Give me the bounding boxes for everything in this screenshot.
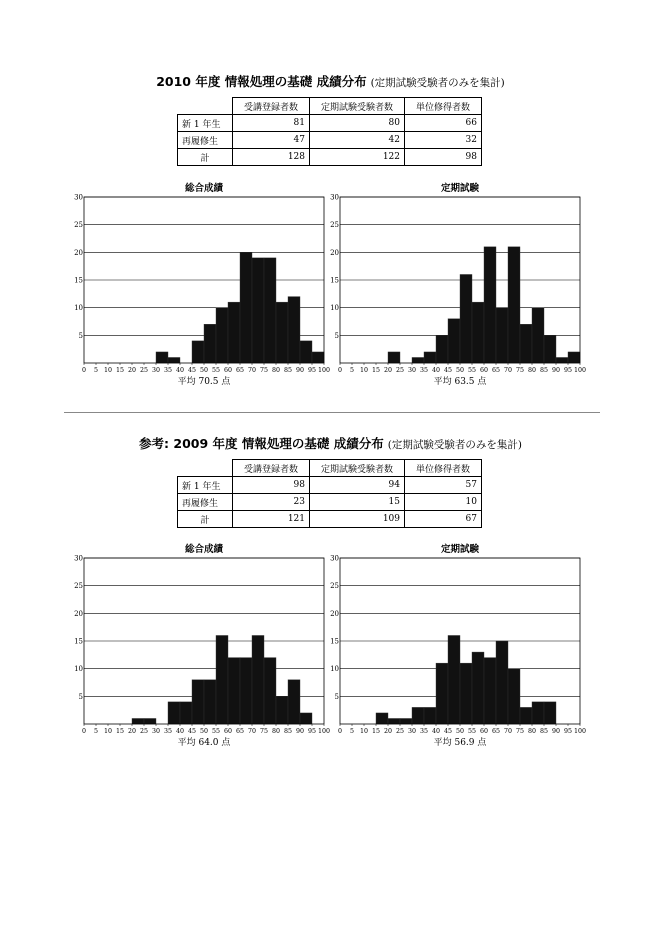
histogram-bar [192,680,204,724]
histogram-bar [144,718,156,724]
cell: 42 [310,132,405,149]
row-label: 新 1 年生 [178,477,233,494]
x-tick-label: 35 [163,728,173,735]
stats-table-2010 [177,97,482,166]
cell: 66 [405,115,482,132]
x-tick-label: 40 [431,728,441,735]
y-tick-label: 5 [334,692,339,701]
histogram-bar [300,341,312,363]
histogram-bar [544,335,556,363]
x-tick-label: 15 [115,367,125,374]
histogram-bar [168,357,180,363]
histogram-2010-total [60,180,330,414]
table-row [178,494,482,511]
histogram-svg [60,541,330,771]
histogram-bar [484,247,496,363]
histogram-bar [436,335,448,363]
x-tick-label: 50 [199,367,209,374]
histogram-bar [496,308,508,363]
cell: 121 [233,511,310,528]
x-tick-label: 90 [295,367,305,374]
x-tick-label: 50 [455,728,465,735]
x-tick-label: 80 [271,728,281,735]
histogram-bar [424,707,436,724]
table-row [178,477,482,494]
x-tick-label: 90 [295,728,305,735]
histogram-bar [508,669,520,724]
x-tick-label: 10 [103,728,113,735]
cell: 32 [405,132,482,149]
histogram-bar [448,635,460,724]
histogram-bar [424,352,436,363]
x-tick-label: 30 [407,728,417,735]
x-tick-label: 25 [395,728,405,735]
histogram-bar [204,680,216,724]
chart-title: 定期試験 [440,544,480,555]
histogram-bar [228,658,240,724]
x-tick-label: 30 [151,728,161,735]
cell: 94 [310,477,405,494]
x-tick-label: 50 [199,728,209,735]
cell: 122 [310,149,405,166]
histogram-bar [532,308,544,363]
histogram-bar [508,247,520,363]
cell: 67 [405,511,482,528]
chart-title: 定期試験 [440,183,480,194]
x-tick-label: 85 [283,367,293,374]
x-tick-label: 0 [81,367,87,374]
x-tick-label: 45 [443,367,453,374]
x-tick-label: 25 [139,367,149,374]
y-tick-label: 10 [330,665,339,674]
average-label: 平均 70.5 点 [177,377,231,387]
histogram-bar [288,680,300,724]
histogram-bar [192,341,204,363]
y-tick-label: 10 [74,304,83,313]
x-tick-label: 5 [349,728,355,735]
histogram-bar [240,658,252,724]
histogram-bar [388,352,400,363]
histogram-bar [520,707,532,724]
y-tick-label: 25 [74,221,83,230]
average-label: 平均 64.0 点 [177,738,231,748]
x-tick-label: 0 [337,367,343,374]
x-tick-label: 95 [563,728,573,735]
title-main: 参考: 2009 年度 情報処理の基礎 成績分布 [139,436,384,451]
x-tick-label: 45 [443,728,453,735]
histogram-bar [276,696,288,724]
x-tick-label: 80 [527,367,537,374]
histogram-svg [316,180,586,410]
histogram-bar [276,302,288,363]
histogram-bar [240,252,252,363]
x-tick-label: 40 [431,367,441,374]
x-tick-label: 0 [337,728,343,735]
header-examinees: 定期試験受験者数 [310,98,405,115]
histogram-bar [532,702,544,724]
table-row [178,149,482,166]
x-tick-label: 50 [455,367,465,374]
x-tick-label: 40 [175,728,185,735]
x-tick-label: 70 [247,367,257,374]
histogram-svg [60,180,330,410]
histogram-bar [472,302,484,363]
x-tick-label: 85 [283,728,293,735]
x-tick-label: 0 [81,728,87,735]
histogram-bar [228,302,240,363]
histogram-bar [388,718,400,724]
x-tick-label: 25 [395,367,405,374]
x-tick-label: 55 [211,367,221,374]
header-examinees: 定期試験受験者数 [310,460,405,477]
y-tick-label: 5 [334,331,339,340]
x-tick-label: 5 [349,367,355,374]
x-tick-label: 65 [491,728,501,735]
histogram-2009-total [60,541,330,775]
x-tick-label: 20 [383,728,393,735]
cell: 81 [233,115,310,132]
histogram-bar [264,258,276,363]
histogram-bar [460,663,472,724]
x-tick-label: 75 [515,367,525,374]
stats-table-2009 [177,459,482,528]
section-divider [64,412,600,413]
x-tick-label: 95 [307,728,317,735]
x-tick-label: 70 [503,728,513,735]
histogram-bar [180,702,192,724]
x-tick-label: 45 [187,367,197,374]
histogram-bar [544,702,556,724]
x-tick-label: 85 [539,728,549,735]
chart-title: 総合成績 [184,544,224,555]
histogram-bar [448,319,460,363]
histogram-bar [460,274,472,363]
y-tick-label: 15 [74,637,83,646]
y-tick-label: 5 [78,331,83,340]
average-label: 平均 56.9 点 [433,738,487,748]
x-tick-label: 30 [151,367,161,374]
x-tick-label: 10 [359,728,369,735]
x-tick-label: 15 [115,728,125,735]
x-tick-label: 80 [527,728,537,735]
y-tick-label: 20 [74,609,83,618]
cell: 98 [405,149,482,166]
x-tick-label: 35 [419,367,429,374]
x-tick-label: 20 [127,367,137,374]
x-tick-label: 75 [515,728,525,735]
histogram-svg [316,541,586,771]
y-tick-label: 10 [74,665,83,674]
x-tick-label: 95 [307,367,317,374]
histogram-bar [132,718,144,724]
cell: 57 [405,477,482,494]
cell: 128 [233,149,310,166]
y-tick-label: 30 [74,554,83,563]
x-tick-label: 70 [247,728,257,735]
cell: 109 [310,511,405,528]
histogram-bar [472,652,484,724]
title-main: 2010 年度 情報処理の基礎 成績分布 [156,74,367,89]
y-tick-label: 15 [330,276,339,285]
x-tick-label: 45 [187,728,197,735]
x-tick-label: 5 [93,728,99,735]
y-tick-label: 15 [74,276,83,285]
histogram-bar [556,357,568,363]
x-tick-label: 65 [235,728,245,735]
histogram-bar [156,352,168,363]
cell: 47 [233,132,310,149]
histogram-bar [252,258,264,363]
x-tick-label: 30 [407,367,417,374]
x-tick-label: 60 [479,728,489,735]
row-label: 再履修生 [178,132,233,149]
x-tick-label: 20 [127,728,137,735]
x-tick-label: 55 [467,367,477,374]
cell: 23 [233,494,310,511]
x-tick-label: 40 [175,367,185,374]
histogram-bar [252,635,264,724]
x-tick-label: 70 [503,367,513,374]
header-credited: 単位修得者数 [405,460,482,477]
x-tick-label: 10 [103,367,113,374]
header-credited: 単位修得者数 [405,98,482,115]
histogram-bar [288,297,300,363]
histogram-bar [400,718,412,724]
x-tick-label: 15 [371,367,381,374]
histogram-bar [204,324,216,363]
x-tick-label: 10 [359,367,369,374]
chart-title: 総合成績 [184,183,224,194]
x-tick-label: 35 [163,367,173,374]
histogram-bar [168,702,180,724]
histogram-bar [412,357,424,363]
title-note: (定期試験受験者のみを集計) [387,439,522,451]
x-tick-label: 60 [223,367,233,374]
x-tick-label: 35 [419,728,429,735]
x-tick-label: 20 [383,367,393,374]
histogram-bar [264,658,276,724]
y-tick-label: 25 [330,221,339,230]
x-tick-label: 100 [573,728,586,735]
histogram-bar [484,658,496,724]
x-tick-label: 55 [211,728,221,735]
y-tick-label: 20 [330,248,339,257]
histogram-bar [568,352,580,363]
x-tick-label: 100 [573,367,586,374]
x-tick-label: 90 [551,367,561,374]
cell: 10 [405,494,482,511]
x-tick-label: 65 [235,367,245,374]
x-tick-label: 5 [93,367,99,374]
x-tick-label: 90 [551,728,561,735]
y-tick-label: 5 [78,692,83,701]
histogram-bar [520,324,532,363]
histogram-bar [300,713,312,724]
row-label: 新 1 年生 [178,115,233,132]
histogram-bar [216,308,228,363]
y-tick-label: 10 [330,304,339,313]
x-tick-label: 75 [259,367,269,374]
x-tick-label: 100 [317,367,330,374]
title-note: (定期試験受験者のみを集計) [370,77,505,89]
table-row [178,511,482,528]
cell: 98 [233,477,310,494]
y-tick-label: 20 [74,248,83,257]
cell: 80 [310,115,405,132]
table-row [178,132,482,149]
x-tick-label: 80 [271,367,281,374]
row-label: 再履修生 [178,494,233,511]
y-tick-label: 30 [330,193,339,202]
histogram-bar [412,707,424,724]
histogram-2010-exam [316,180,586,414]
x-tick-label: 60 [479,367,489,374]
y-tick-label: 25 [330,582,339,591]
header-registered: 受講登録者数 [233,460,310,477]
y-tick-label: 20 [330,609,339,618]
section-title-2010 [0,72,661,90]
histogram-2009-exam [316,541,586,775]
cell: 15 [310,494,405,511]
histogram-bar [436,663,448,724]
table-row [178,115,482,132]
x-tick-label: 55 [467,728,477,735]
y-tick-label: 30 [74,193,83,202]
y-tick-label: 30 [330,554,339,563]
average-label: 平均 63.5 点 [433,377,487,387]
row-label: 計 [178,149,233,166]
x-tick-label: 75 [259,728,269,735]
y-tick-label: 15 [330,637,339,646]
x-tick-label: 100 [317,728,330,735]
histogram-bar [376,713,388,724]
histogram-bar [216,635,228,724]
x-tick-label: 85 [539,367,549,374]
header-registered: 受講登録者数 [233,98,310,115]
x-tick-label: 65 [491,367,501,374]
x-tick-label: 60 [223,728,233,735]
x-tick-label: 95 [563,367,573,374]
y-tick-label: 25 [74,582,83,591]
x-tick-label: 15 [371,728,381,735]
histogram-bar [496,641,508,724]
section-title-2009 [0,434,661,452]
row-label: 計 [178,511,233,528]
x-tick-label: 25 [139,728,149,735]
